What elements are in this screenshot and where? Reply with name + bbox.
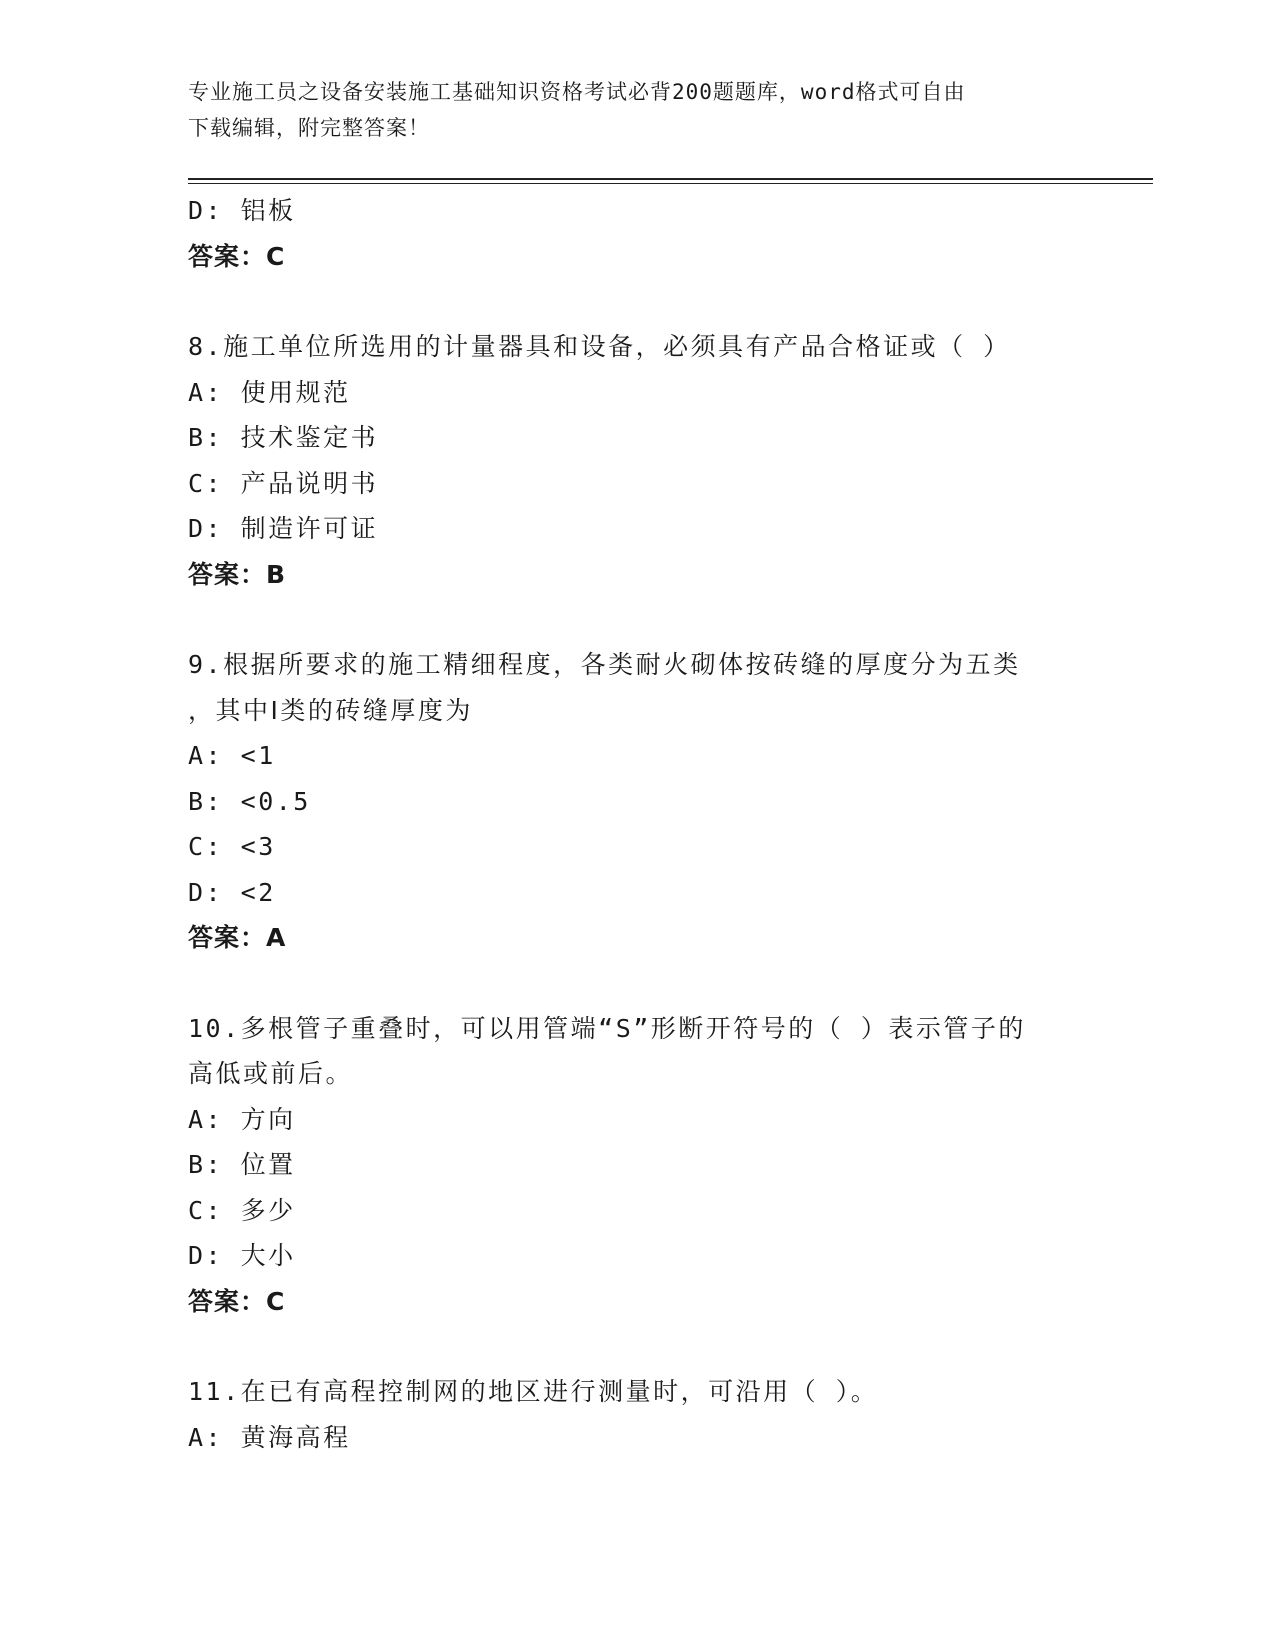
question-text: 8.施工单位所选用的计量器具和设备，必须具有产品合格证或（ ） [188, 332, 1011, 361]
answer-line: 答案：A [188, 923, 287, 952]
option-b: B: <0.5 [188, 786, 311, 816]
document-body [188, 188, 1068, 1460]
question-11 [188, 1369, 1068, 1460]
question-8 [188, 324, 1068, 597]
question-text-continued: 高低或前后。 [188, 1059, 354, 1088]
question-text: 9.根据所要求的施工精细程度，各类耐火砌体按砖缝的厚度分为五类 [188, 650, 1021, 679]
document-header [188, 74, 1068, 146]
option-d: D: 制造许可证 [188, 514, 379, 543]
header-divider-thin [188, 183, 1153, 184]
question-10 [188, 1006, 1068, 1325]
option-d: D: <2 [188, 877, 276, 907]
option-b: B: 位置 [188, 1150, 296, 1179]
partial-question-block [188, 188, 1068, 279]
question-text: 10.多根管子重叠时，可以用管端“S”形断开符号的（ ）表示管子的 [188, 1013, 1026, 1043]
option-a: A: <1 [188, 741, 276, 770]
header-divider [188, 178, 1153, 180]
answer-line: 答案：B [188, 559, 287, 589]
question-text-continued: ，其中Ⅰ类的砖缝厚度为 [188, 695, 473, 725]
option-a: A: 黄海高程 [188, 1422, 351, 1452]
option-a: A: 方向 [188, 1104, 296, 1134]
option-c: C: 多少 [188, 1195, 296, 1225]
option-c: C: 产品说明书 [188, 468, 379, 498]
option-a: A: 使用规范 [188, 377, 351, 407]
option-c: C: <3 [188, 832, 276, 861]
option-b: B: 技术鉴定书 [188, 423, 379, 452]
question-9 [188, 642, 1068, 961]
question-text: 11.在已有高程控制网的地区进行测量时，可沿用（ ）。 [188, 1377, 879, 1406]
option-d: D: 铝板 [188, 196, 296, 225]
answer-line: 答案：C [188, 241, 286, 271]
header-line-2: 下载编辑，附完整答案！ [188, 116, 430, 140]
answer-line: 答案：C [188, 1286, 286, 1316]
header-line-1: 专业施工员之设备安装施工基础知识资格考试必背200题题库，word格式可自由 [188, 80, 966, 104]
option-d: D: 大小 [188, 1241, 296, 1270]
